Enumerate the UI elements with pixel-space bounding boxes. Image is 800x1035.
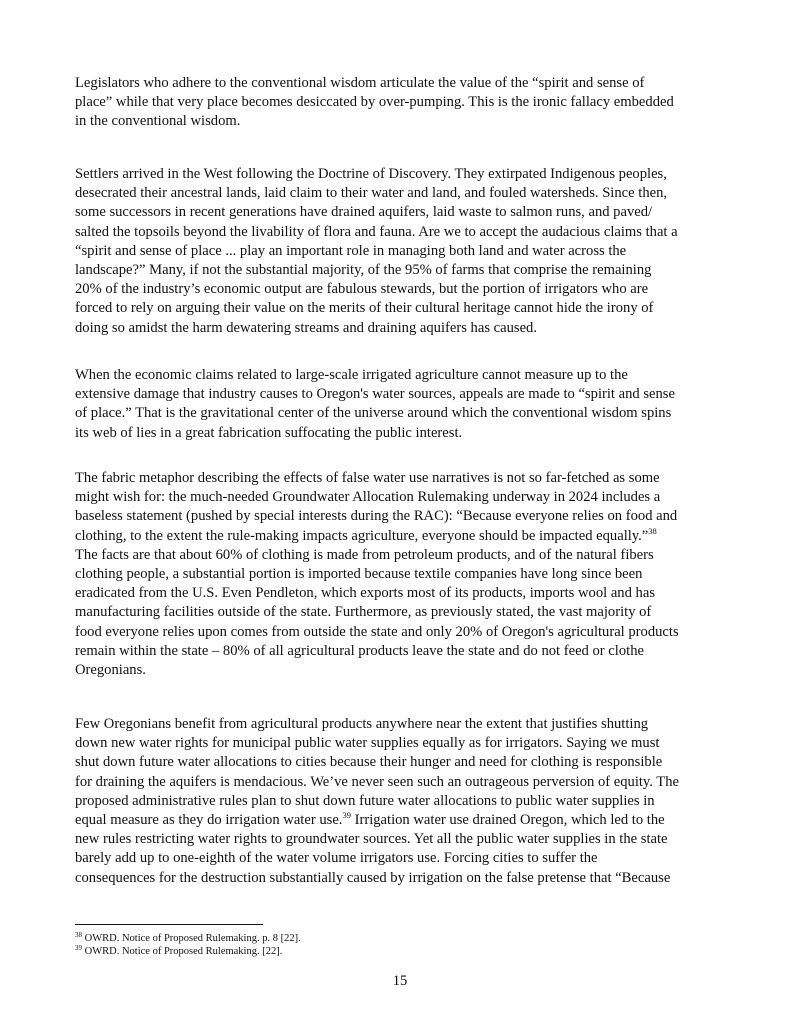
text-line: barely add up to one-eighth of the water volume irrigators use. Forcing cities to suffer the bbox=[75, 850, 598, 867]
text-line bbox=[75, 811, 725, 830]
footnote-divider bbox=[75, 924, 263, 925]
footnote-ref-38[interactable]: 38 bbox=[648, 525, 657, 536]
text-line: eradicated from the U.S. Even Pendleton, which exports most of its products, imports wool and has bbox=[75, 585, 655, 602]
text-line: Settlers arrived in the West following the Doctrine of Discovery. They extirpated Indigenous peoples, bbox=[75, 166, 667, 182]
text-line: down new water rights for municipal public water supplies equally as for irrigators. Saying we must bbox=[75, 735, 660, 752]
text-line: remain within the state – 80% of all agricultural products leave the state and do not feed or clothe bbox=[75, 642, 644, 659]
footnote-text: OWRD. Notice of Proposed Rulemaking. p. 8 [22]. bbox=[82, 933, 301, 944]
footnote-text: OWRD. Notice of Proposed Rulemaking. [22]. bbox=[82, 946, 283, 957]
text-line: salted the topsoils beyond the livability of flora and fauna. Are we to accept the audacious claims that a bbox=[75, 223, 678, 240]
text-line: Legislators who adhere to the conventional wisdom articulate the value of the “spirit and sense of bbox=[75, 75, 645, 91]
text-line: When the economic claims related to large-scale irrigated agriculture cannot measure up to the bbox=[75, 367, 628, 383]
text-line: shut down future water allocations to cities because their hunger and need for clothing is responsible bbox=[75, 754, 663, 771]
text-line: baseless statement (pushed by special interests during the RAC): “Because everyone relies on food and bbox=[75, 508, 678, 525]
text-line: Few Oregonians benefit from agricultural products anywhere near the extent that justifies shutting bbox=[75, 716, 649, 732]
text-segment: Irrigation water use drained Oregon, which led to the bbox=[350, 811, 665, 828]
paragraph-5 bbox=[75, 715, 725, 888]
footnote-ref-39[interactable]: 39 bbox=[342, 809, 351, 820]
text-line: manufacturing facilities outside of the state. Furthermore, as previously stated, the vast majority of bbox=[75, 604, 652, 621]
text-line: of place.” That is the gravitational center of the universe around which the conventional wisdom spins bbox=[75, 405, 672, 422]
footnote-marker: 39 bbox=[75, 944, 82, 952]
text-line: extensive damage that industry causes to Oregon's water sources, appeals are made to “spirit and sense bbox=[75, 386, 675, 403]
text-segment: clothing, to the extent the rule-making impacts agriculture, everyone should be impacted equally.” bbox=[75, 527, 649, 544]
text-line bbox=[75, 527, 725, 546]
text-line: for draining the aquifers is mendacious. We’ve never seen such an outrageous perversion of equity. The bbox=[75, 773, 680, 790]
text-line: consequences for the destruction substantially caused by irrigation on the false pretense that “Because bbox=[75, 869, 671, 886]
text-line: doing so amidst the harm dewatering streams and draining aquifers has caused. bbox=[75, 319, 538, 336]
text-line: forced to rely on arguing their value on the merits of their cultural heritage cannot hide the irony of bbox=[75, 300, 654, 317]
text-line: desecrated their ancestral lands, laid claim to their water and land, and fouled watersheds. Since then, bbox=[75, 185, 668, 202]
text-line: landscape?” Many, if not the substantial majority, of the 95% of farms that comprise the remaining bbox=[75, 261, 652, 278]
text-line: clothing people, a substantial portion is imported because textile companies have long since been bbox=[75, 565, 643, 582]
text-line: proposed administrative rules plan to shut down future water allocations to public water supplies in bbox=[75, 792, 655, 809]
text-line: 20% of the industry’s economic output are fabulous stewards, but the portion of irrigators who are bbox=[75, 281, 649, 298]
text-line: The fabric metaphor describing the effects of false water use narratives is not so far-fetched as some bbox=[75, 470, 660, 486]
footnote-marker: 38 bbox=[75, 931, 82, 939]
footnote-39 bbox=[75, 945, 282, 958]
paragraph-2 bbox=[75, 165, 725, 338]
text-segment: equal measure as they do irrigation water use. bbox=[75, 811, 343, 828]
text-line: food everyone relies upon comes from outside the state and only 20% of Oregon's agricultural products bbox=[75, 623, 679, 640]
paragraph-4 bbox=[75, 469, 725, 680]
text-line: its web of lies in a great fabrication suffocating the public interest. bbox=[75, 424, 463, 441]
text-line: in the conventional wisdom. bbox=[75, 113, 241, 130]
paragraph-1 bbox=[75, 74, 725, 132]
text-line: new rules restricting water rights to groundwater sources. Yet all the public water supplies in the state bbox=[75, 831, 668, 848]
text-line: Oregonians. bbox=[75, 661, 146, 678]
paragraph-3 bbox=[75, 366, 725, 443]
text-line: might wish for: the much-needed Groundwater Allocation Rulemaking underway in 2024 includes a bbox=[75, 489, 661, 506]
text-line: “spirit and sense of place ... play an important role in managing both land and water across the bbox=[75, 242, 627, 259]
page-number: 15 bbox=[392, 973, 408, 989]
text-line: The facts are that about 60% of clothing is made from petroleum products, and of the natural fibers bbox=[75, 546, 654, 563]
text-line: place” while that very place becomes desiccated by over-pumping. This is the ironic fallacy embedded bbox=[75, 94, 674, 111]
footnote-38 bbox=[75, 932, 301, 945]
text-line: some successors in recent generations have drained aquifers, laid waste to salmon runs, and paved/ bbox=[75, 204, 653, 221]
